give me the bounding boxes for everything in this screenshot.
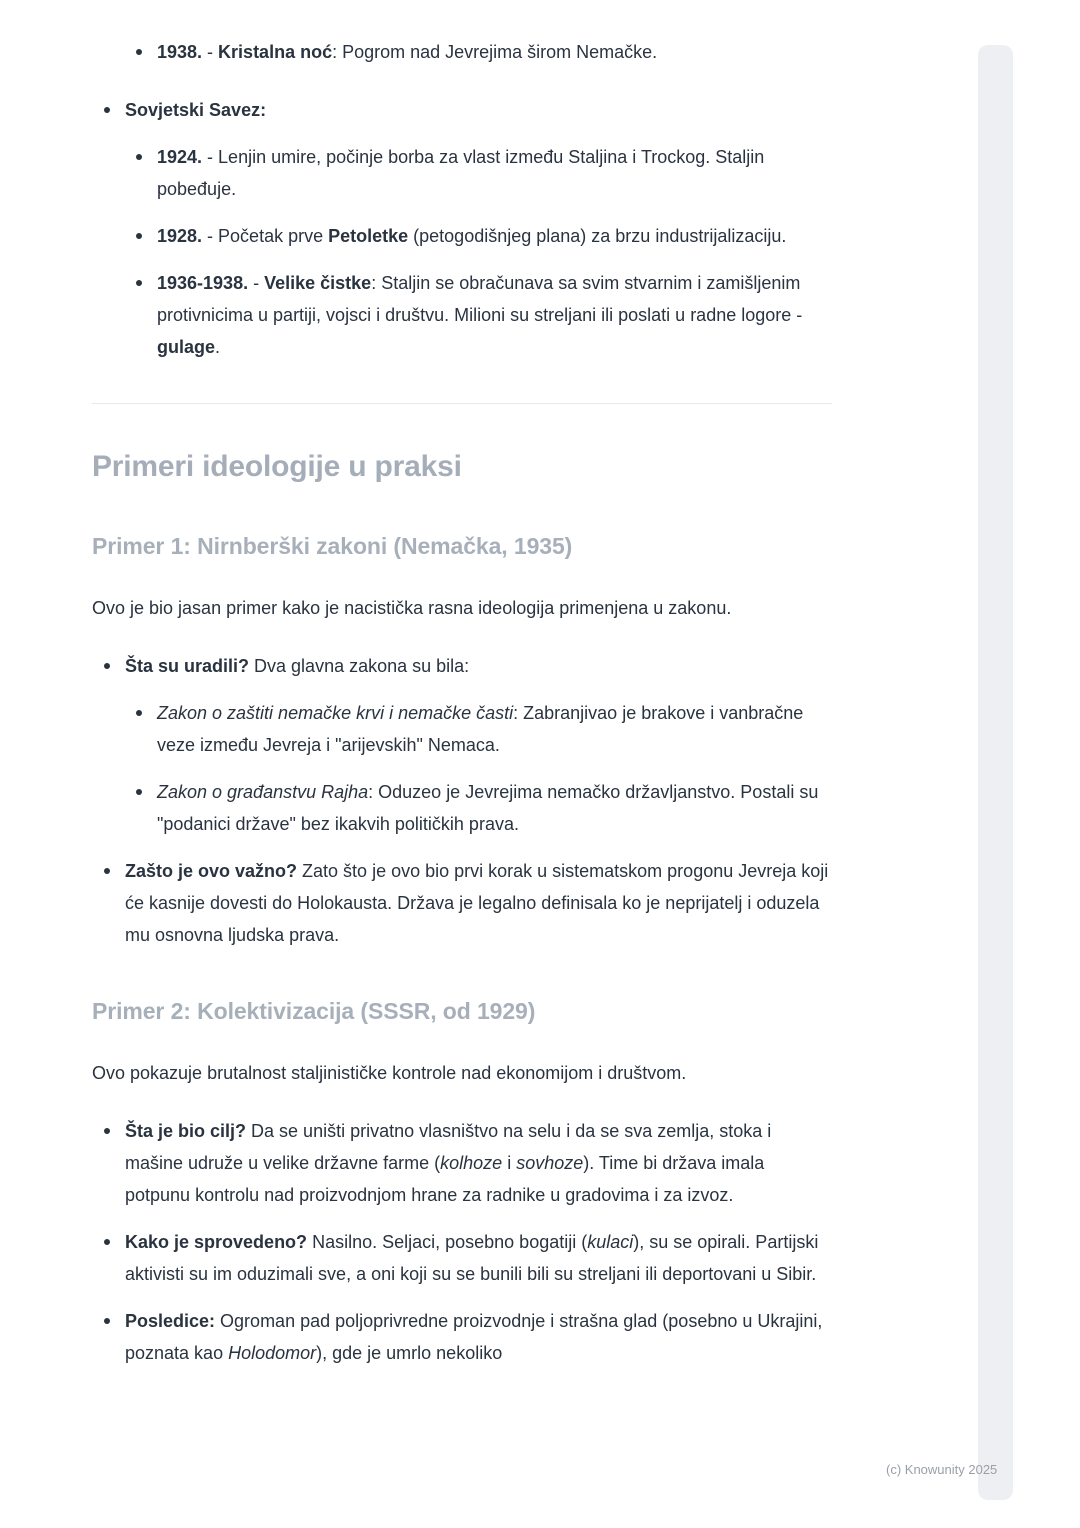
primer-1-list — [92, 650, 832, 951]
list-item — [157, 141, 832, 205]
body-text: i — [502, 1152, 517, 1173]
list-item — [125, 1115, 832, 1211]
lead-bold: Zašto je ovo važno? — [125, 860, 298, 881]
list-item — [125, 650, 832, 840]
body-text: - Lenjin umire, počinje borba za vlast između Staljina i Trockog. Staljin pobeđuje. — [157, 147, 765, 200]
body-text: ). Time bi država imala potpunu kontrolu nad proizvodnjom hrane za radnike u gradovima i za izvoz. — [125, 1152, 765, 1205]
body-text: : Pogrom nad Jevrejima širom Nemačke. — [332, 42, 658, 62]
primer-1-intro: Ovo je bio jasan primer kako je nacistička rasna ideologija primenjena u zakonu. — [92, 597, 732, 618]
list-item — [125, 1305, 832, 1369]
term-italic: kolhoze — [440, 1152, 503, 1173]
term-bold: Kristalna noć — [218, 42, 333, 62]
lead-bold: Šta su uradili? — [125, 655, 250, 676]
year-bold: 1928. — [157, 226, 203, 247]
section-divider — [92, 403, 832, 404]
subheading-primer-1: Primer 1: Nirnberški zakoni (Nemačka, 1935) — [92, 532, 573, 559]
soviet-union-list — [92, 94, 832, 363]
list-item — [157, 220, 832, 252]
year-bold: 1938. — [157, 42, 203, 62]
term-italic: Holodomor — [228, 1343, 317, 1364]
body-text: : Oduzeo je Jevrejima nemačko državljanstvo. Postali su "podanici države" bez ikakvih političkih prava. — [157, 781, 819, 834]
subheading-primer-2: Primer 2: Kolektivizacija (SSSR, od 1929) — [92, 997, 536, 1024]
body-text: : Staljin se obračunava sa svim stvarnim i zamišljenim protivnicima u partiji, vojsci i društvu. Milioni su streljani ili poslati u radne logore - — [157, 273, 803, 326]
body-text: ), gde je umrlo nekoliko — [316, 1343, 503, 1364]
timeline-list-continuation — [92, 36, 832, 68]
term-italic: kulaci — [587, 1231, 634, 1252]
primer-2-list — [92, 1115, 832, 1369]
section-title: Primeri ideologije u praksi — [92, 450, 462, 484]
term-bold: Petoletke — [328, 226, 409, 247]
lead-bold: Posledice: — [125, 1311, 216, 1331]
lead-bold: Kako je sprovedeno? — [125, 1231, 308, 1252]
soviet-union-sublist — [125, 141, 832, 363]
year-bold: 1936-1938. — [157, 273, 249, 294]
primer-2-intro: Ovo pokazuje brutalnost staljinističke kontrole nad ekonomijom i društvom. — [92, 1062, 687, 1083]
list-item — [157, 267, 832, 363]
scrollbar[interactable] — [978, 45, 1013, 1500]
body-text: Ogroman pad poljoprivredne proizvodnje i strašna glad (posebno u Ukrajini, poznata kao — [125, 1311, 823, 1364]
laws-sublist — [125, 697, 832, 840]
year-bold: 1924. — [157, 147, 203, 168]
list-item — [157, 697, 832, 761]
list-item — [157, 776, 832, 840]
body-text: Nasilno. Seljaci, posebno bogatiji ( — [307, 1231, 588, 1252]
list-item — [157, 36, 832, 68]
term-bold: gulage — [157, 337, 216, 358]
body-text: Da se uništi privatno vlasništvo na selu i da se sva zemlja, stoka i mašine udruže u velike državne farme ( — [125, 1120, 772, 1173]
body-text: Dva glavna zakona su bila: — [249, 655, 470, 676]
body-text: - — [202, 42, 219, 62]
list-item — [125, 1226, 832, 1290]
law-name-italic: Zakon o građanstvu Rajha — [157, 781, 369, 802]
body-text: - — [248, 273, 265, 294]
body-text: . — [215, 337, 221, 358]
watermark: (c) Knowunity 2025 — [886, 1462, 998, 1477]
body-text: : Zabranjivao je brakove i vanbračne veze između Jevreja i "arijevskih" Nemaca. — [157, 702, 804, 755]
term-bold: Velike čistke — [264, 273, 372, 294]
body-text: ), su se opirali. Partijski aktivisti su im oduzimali sve, a oni koji su se bunili bili su streljani ili deportovani u Sibir. — [125, 1231, 819, 1284]
term-italic: sovhoze — [516, 1152, 584, 1173]
document-page — [92, 36, 832, 1369]
list-item — [125, 855, 832, 951]
lead-bold: Šta je bio cilj? — [125, 1120, 247, 1141]
list-item — [125, 94, 832, 363]
law-name-italic: Zakon o zaštiti nemačke krvi i nemačke časti — [157, 702, 514, 723]
soviet-union-label: Sovjetski Savez: — [125, 100, 267, 121]
body-text: - Početak prve — [202, 226, 329, 247]
body-text: (petogodišnjeg plana) za brzu industrijalizaciju. — [408, 226, 787, 247]
body-text: Zato što je ovo bio prvi korak u sistematskom progonu Jevreja koji će kasnije dovesti do Holokausta. Država je legalno definisala ko je neprijatelj i oduzela mu osnovna ljudska prava. — [125, 860, 829, 945]
